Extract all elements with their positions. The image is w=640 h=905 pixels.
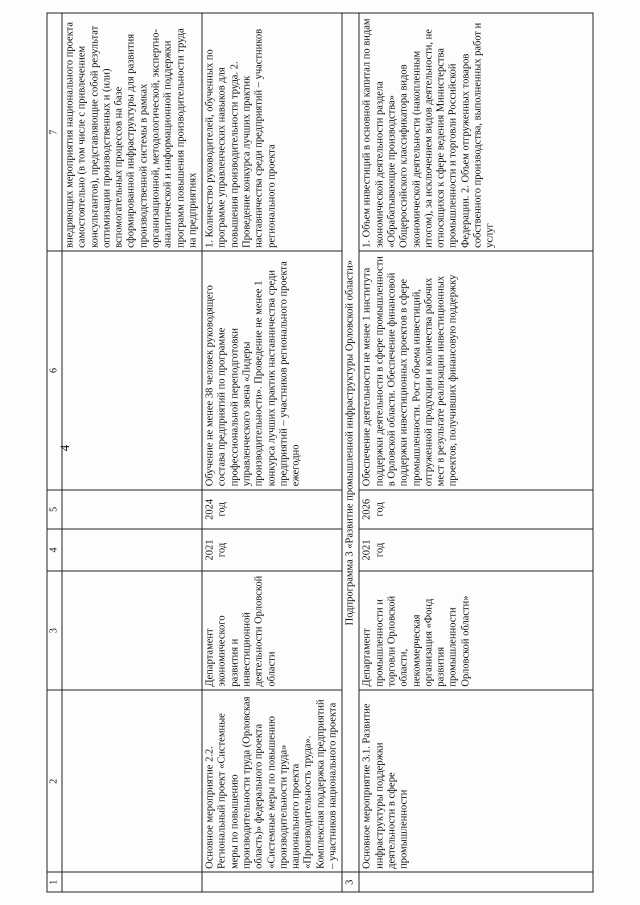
expected-result-cell: Обучение не менее 38 человек руководящего состава предприятий по программе профессиональной переподготовки управленческого звена «Лидеры производительности». Проведение не менее 1 конкурса лучших практик наставничества среди предприятий – участников регионального проекта ежегодно (202, 251, 342, 489)
indicator-cell: 1. Объем инвестиций в основной капитал по видам экономической деятельности раздела «Обрабатывающие производства» Общероссийского классификатора видов экономической деятельности (накопленным итогом), за исключением видов деятельности, не относящихся к сфере ведения Министерства промышленности и торговли Российской Федерации. 2. Объем отгруженных товаров собственного производства, выполненных работ и услуг (359, 13, 593, 251)
indicator-cell: 1. Количество руководителей, обученных по программе управленческих навыков для повышения производительности труда. 2. Проведение конкурса лучших практик наставничества среди предприятий – участников регионального проекта (202, 13, 342, 251)
subprogram-number: 3 (342, 872, 359, 892)
row-num-cell (202, 872, 342, 892)
start-year-cell: 2021 год (202, 529, 342, 571)
subprogram-title: Подпрограмма 3 «Развитие промышленной инфраструктуры Орловской области» (342, 13, 359, 872)
program-table (47, 13, 594, 893)
table-row-3-1 (359, 13, 593, 892)
table-row-2-2 (202, 13, 342, 892)
header-cell: 6 (47, 251, 62, 489)
header-cell: 1 (47, 872, 62, 892)
header-cell: 7 (47, 13, 62, 251)
rotated-table-wrapper (47, 13, 594, 893)
responsible-cell: Департамент экономического развития и инвестиционной деятельности Орловской области (202, 571, 342, 690)
end-year-cell: 2026 год (359, 490, 593, 529)
expected-result-cell: Обеспечение деятельности не менее 1 института поддержки деятельности в сфере промышленности в Орловской области. Обеспечение финансовой поддержки инвестиционных проектов в сфере промышленности. Рост объема инвестиций, отгруженной продукции и количества рабочих мест в результате реализации инвестиционных проектов, получивших финансовую поддержку (359, 251, 593, 489)
indicator-cell-top: внедряющих мероприятия национального проекта самостоятельно (в том числе с привлечением консультантов), представляющие собой результат оптимизации производственных и (или) вспомогательных процессов на базе сформированной инфраструктуры для развития производственной системы в рамках организационной, методологической, экспертно-аналитической и информационной поддержки программ повышения производительности труда на предприятиях (62, 13, 202, 251)
header-cell: 4 (47, 529, 62, 571)
cell-empty (62, 490, 202, 529)
header-cell: 2 (47, 690, 62, 872)
start-year-cell: 2021 год (359, 529, 593, 571)
cell-empty (62, 690, 202, 872)
table-row-continuation (62, 13, 202, 892)
subprogram-row (342, 13, 359, 892)
responsible-cell: Департамент промышленности и торговли Орловской области, некоммерческая организация «Фонд развития промышленности Орловской области» (359, 571, 593, 690)
cell-empty (62, 571, 202, 690)
end-year-cell: 2024 год (202, 490, 342, 529)
cell-empty (62, 529, 202, 571)
cell-empty (62, 251, 202, 489)
header-cell: 5 (47, 490, 62, 529)
header-row (47, 13, 62, 892)
header-cell: 3 (47, 571, 62, 690)
row-num-cell (62, 872, 202, 892)
event-name-cell: Основное мероприятие 3.1. Развитие инфраструктуры поддержки деятельности в сфере промышленности (359, 690, 593, 872)
row-num-cell (359, 872, 593, 892)
page-number: 4 (57, 444, 72, 452)
event-name-cell: Основное мероприятие 2.2. Региональный проект «Системные меры по повышению производительности труда (Орловская область)» федерального проекта «Системные меры по повышению производительности труда» национального проекта «Производительность труда». Комплексная поддержка предприятий – участников национального проекта (202, 690, 342, 872)
